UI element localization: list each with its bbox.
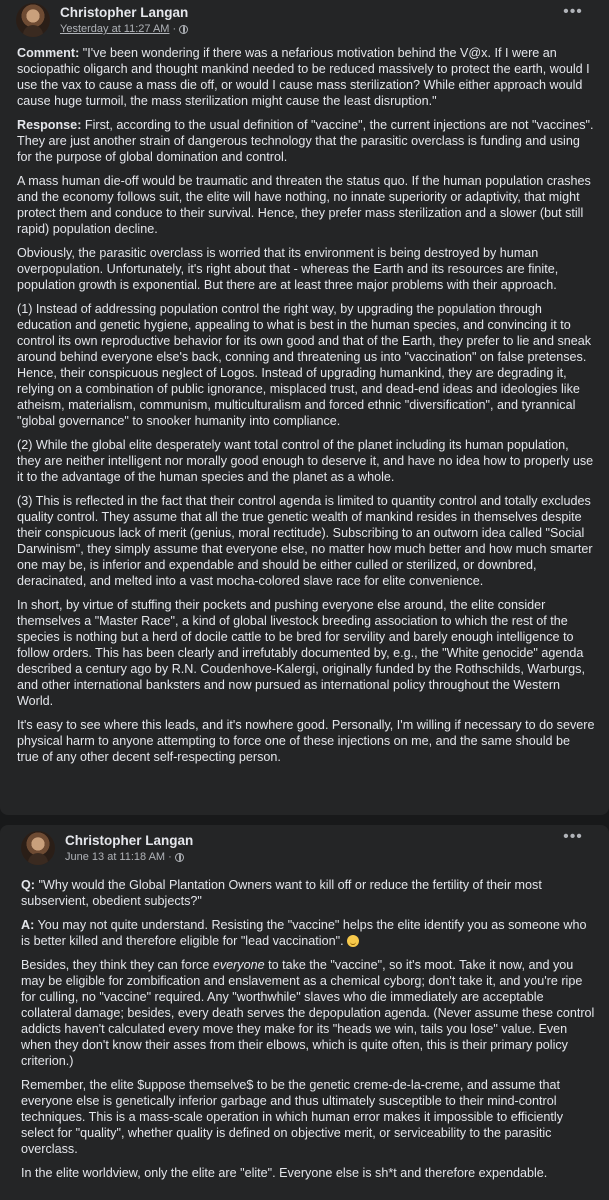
post-body — [17, 45, 595, 773]
paragraph: In the elite worldview, only the elite are "elite". Everyone else is sh*t and therefore expendable. — [21, 1166, 548, 1180]
paragraph: Remember, the elite $uppose themselve$ to be the genetic creme-de-la-creme, and assume that everyone else is genetically inferior garbage and thus ultimately susceptible to their mind-control techniques. This is a mass-scale operation in which human error makes it impossible to efficiently select for "quality", whether quality is defined on objective merit, or serviceability to the parasitic overclass. — [21, 1078, 564, 1156]
meta-separator: · — [172, 23, 177, 35]
paragraph-lead: Comment: — [17, 46, 80, 60]
timestamp-link[interactable]: Yesterday at 11:27 AM — [60, 23, 170, 35]
paragraph: Besides, they think they can force everyone to take the "vaccine", so it's moot. Take it now, and you may be eligible for zombification and enslavement as a chemical cyborg; don't take it, and you're ripe for culling, no "vaccine" required. Any "worthwhile" slaves who die immediately are acceptable collateral damage; besides, every death serves the depopulation agenda. (Never assume these control addicts haven't calculated every move they make for its "heads we win, tails you lose" value. Even when they don't know their asses from their elbows, which is quite often, this is their primary policy criterion.) — [21, 958, 595, 1068]
paragraph — [17, 45, 595, 109]
paragraph-text: (1) Instead of addressing population control the right way, by upgrading the population through education and genetic hygiene, appealing to what is best in the human species, and convincing it to control its own reproductive behavior for its own good and that of the Earth, they prefer to lie and sneak around behind everyone else's back, conning and threatening us into "vaccination" on false pretenses. Hence, their conspicuous neglect of Logos. Instead of upgrading humankind, they are degrading it, relying on a combination of public ignorance, misplaced trust, and dead-end ideas and ideologies like atheism, materialism, communism, multiculturalism and forced ethnic "diversification", and tyrannical "global governance" to snooker humanity into compliance. — [17, 302, 592, 428]
globe-icon — [175, 853, 184, 862]
more-options-icon[interactable]: ••• — [563, 828, 583, 845]
avatar[interactable] — [16, 3, 50, 37]
paragraph-text: It's easy to see where this leads, and it's nowhere good. Personally, I'm willing if necessary to do severe physical harm to anyone attempting to force one of these injections on me, and the same should be true of any other decent self-respecting person. — [17, 718, 595, 764]
question-lead: Q: — [21, 878, 35, 892]
emphasis-text: everyone — [212, 958, 265, 972]
paragraph-lead: Response: — [17, 118, 82, 132]
paragraph-text: (3) This is reflected in the fact that their control agenda is limited to quantity control and totally excludes quality control. They assume that all the true genetic wealth of mankind resides in themselves despite their conspicuous lack of merit (genius, moral rectitude). Subscribing to an outworn idea called "Social Darwinism", they simply assume that everyone else, no matter how much better and how much smarter one may be, is inferior and expendable and should be either culled or sterilized, or downbred, deracinated, and melted into a vast mocha-colored slave race for elite convenience. — [17, 494, 593, 588]
paragraph — [17, 717, 595, 765]
paragraph — [17, 301, 595, 429]
paragraph — [17, 173, 595, 237]
answer-lead: A: — [21, 918, 35, 932]
avatar[interactable] — [21, 831, 55, 865]
smiling-face-emoji-icon — [347, 935, 359, 947]
question-paragraph — [21, 877, 597, 909]
paragraph-text: In short, by virtue of stuffing their pockets and pushing everyone else around, the elite consider themselves a "Master Race", a kind of global livestock breeding association to which the rest of the species is nothing but a herd of docile cattle to be bred for servility and barely enough intelligence to follow orders. This has been clearly and irrefutably documented by, e.g., the "White genocide" agenda described a century ago by R.N. Coudenhove-Kalergi, originally funded by the Rothschilds, Warburgs, and other international banksters and now pursued as international policy throughout the Western World. — [17, 598, 585, 708]
author-name[interactable]: Christopher Langan — [65, 833, 194, 848]
timestamp-link[interactable]: June 13 at 11:18 AM — [65, 851, 166, 863]
post-2 — [0, 825, 609, 1200]
author-name[interactable]: Christopher Langan — [60, 5, 189, 20]
paragraph — [17, 493, 595, 589]
meta-separator: · — [168, 851, 172, 863]
post-body — [21, 877, 597, 1189]
post-meta — [60, 23, 188, 35]
question-text: "Why would the Global Plantation Owners want to kill off or reduce the fertility of their most subservient, obedient subjects?" — [21, 878, 542, 908]
paragraph-text: (2) While the global elite desperately want total control of the planet including its human population, they are neither intelligent nor morally good enough to deserve it, and have no idea how to properly use it to the advantage of the human species and the planet as a whole. — [17, 438, 594, 484]
paragraph — [17, 245, 595, 293]
paragraph — [17, 117, 595, 165]
paragraph-text: A mass human die-off would be traumatic and threaten the status quo. If the human population crashes and the economy follows suit, the elite will have nothing, no innate superiority or adaptivity, that might protect them and conduce to their survival. Hence, they prefer mass sterilization and a slower (but still rapid) population decline. — [17, 174, 591, 236]
paragraph-text: First, according to the usual definition of "vaccine", the current injections are not "vaccines". They are just another strain of dangerous technology that the parasitic overclass is funding and using for the purpose of global domination and control. — [17, 118, 594, 164]
more-options-icon[interactable]: ••• — [563, 3, 583, 20]
answer-text: You may not quite understand. Resisting the "vaccine" helps the elite identify you as someone who is better killed and therefore eligible for "lead vaccination". — [21, 918, 587, 948]
paragraph-text: Obviously, the parasitic overclass is worried that its environment is being destroyed by human overpopulation. Unfortunately, it's right about that - whereas the Earth and its resources are finite, population growth is exponential. But there are at least three major problems with their approach. — [17, 246, 559, 292]
answer-paragraph — [21, 917, 597, 949]
paragraph — [17, 437, 595, 485]
globe-icon — [179, 25, 188, 34]
paragraph — [17, 597, 595, 709]
post-meta — [65, 851, 184, 863]
paragraph-text: "I've been wondering if there was a nefarious motivation behind the V@x. If I were an sociopathic oligarch and thought mankind needed to be reduced massively to protect the earth, would I use the vax to cause a mass die off, or would I cause mass sterilization? While either approach would cause huge turmoil, the mass sterilization might cause the least disruption." — [17, 46, 590, 108]
